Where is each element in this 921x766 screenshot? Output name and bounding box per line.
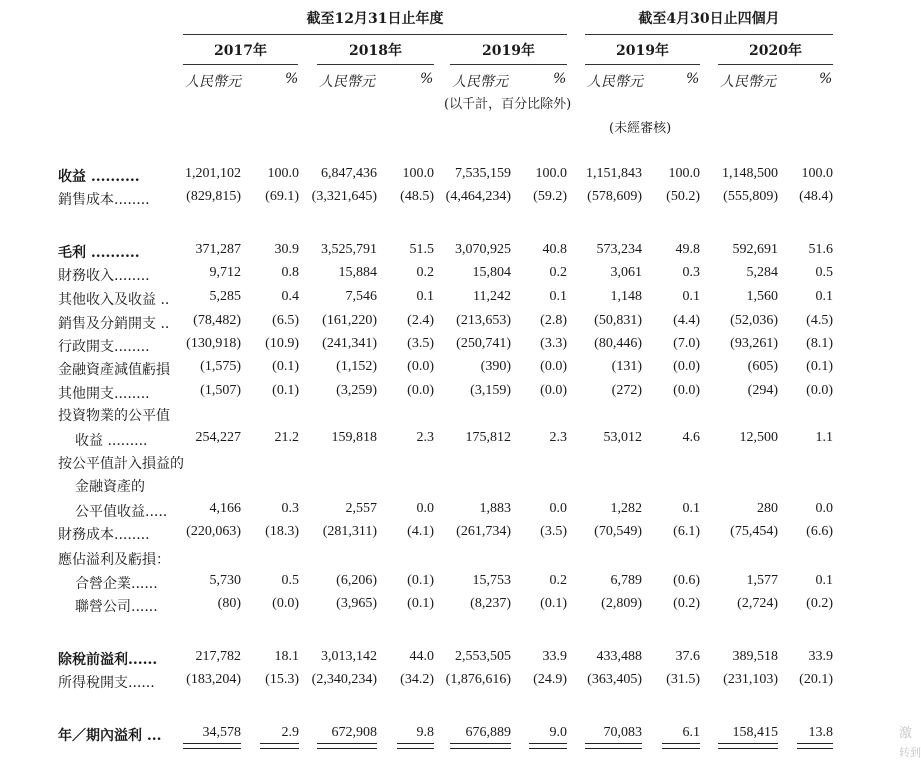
- total-double-underline: [397, 743, 434, 749]
- pct-cell: (0.0): [673, 359, 700, 374]
- year-rule: [183, 64, 298, 65]
- pct-cell: 0.8: [281, 265, 299, 280]
- value-cell: (161,220): [322, 313, 377, 328]
- value-cell: 1,151,843: [586, 166, 642, 181]
- pct-cell: 100.0: [668, 166, 700, 181]
- pct-cell: 9.8: [416, 725, 434, 740]
- value-cell: 11,242: [473, 289, 511, 304]
- pct-cell: 100.0: [535, 166, 567, 181]
- value-cell: (2,809): [601, 596, 642, 611]
- unit-rmb-label: 人民幣元: [452, 74, 508, 90]
- pct-cell: 6.1: [682, 725, 700, 740]
- pct-cell: (4.1): [407, 524, 434, 539]
- value-cell: (220,063): [186, 524, 241, 539]
- unit-rmb-label: 人民幣元: [185, 74, 241, 90]
- watermark-text: 转到: [899, 746, 921, 759]
- value-cell: 3,070,925: [455, 242, 511, 257]
- row-label: 合營企業......: [75, 576, 158, 592]
- value-cell: (80,446): [594, 336, 642, 351]
- value-cell: (213,653): [456, 313, 511, 328]
- pct-cell: 37.6: [675, 649, 700, 664]
- value-cell: 254,227: [195, 430, 241, 445]
- pct-cell: 0.1: [815, 289, 833, 304]
- value-cell: 1,148,500: [722, 166, 778, 181]
- value-cell: 1,560: [746, 289, 778, 304]
- value-cell: (131): [611, 359, 642, 374]
- value-cell: 34,578: [202, 725, 241, 740]
- value-cell: 5,284: [746, 265, 778, 280]
- pct-cell: (0.2): [673, 596, 700, 611]
- note-unaudited: (未經審核): [609, 121, 672, 136]
- value-cell: 5,730: [209, 573, 241, 588]
- value-cell: (272): [611, 383, 642, 398]
- value-cell: 280: [757, 501, 778, 516]
- value-cell: (52,036): [730, 313, 778, 328]
- value-cell: (78,482): [193, 313, 241, 328]
- year-rule: [585, 64, 700, 65]
- period-rule-annual: [183, 34, 567, 35]
- value-cell: 1,148: [610, 289, 642, 304]
- value-cell: 6,789: [610, 573, 642, 588]
- year-rule: [718, 64, 833, 65]
- pct-cell: 9.0: [549, 725, 567, 740]
- pct-cell: (0.1): [806, 359, 833, 374]
- value-cell: 1,577: [746, 573, 778, 588]
- value-cell: 175,812: [465, 430, 511, 445]
- value-cell: (2,340,234): [311, 672, 377, 687]
- value-cell: 6,847,436: [321, 166, 377, 181]
- value-cell: 217,782: [195, 649, 241, 664]
- value-cell: (3,321,645): [311, 189, 377, 204]
- pct-cell: (31.5): [666, 672, 700, 687]
- value-cell: (1,876,616): [445, 672, 511, 687]
- row-label: 年／期內溢利 ...: [58, 728, 162, 744]
- value-cell: 159,818: [331, 430, 377, 445]
- pct-cell: 30.9: [274, 242, 299, 257]
- row-label: 財務收入........: [58, 268, 150, 284]
- pct-cell: (50.2): [666, 189, 700, 204]
- pct-cell: 0.0: [549, 501, 567, 516]
- value-cell: (1,507): [200, 383, 241, 398]
- total-double-underline: [529, 743, 567, 749]
- unit-rmb-label: 人民幣元: [587, 74, 643, 90]
- pct-cell: 51.6: [808, 242, 833, 257]
- pct-cell: (0.0): [673, 383, 700, 398]
- pct-cell: 51.5: [409, 242, 434, 257]
- value-cell: 15,884: [338, 265, 377, 280]
- value-cell: 9,712: [209, 265, 241, 280]
- pct-cell: (48.4): [799, 189, 833, 204]
- watermark-text: 激: [899, 726, 913, 741]
- value-cell: (250,741): [456, 336, 511, 351]
- pct-cell: 40.8: [542, 242, 567, 257]
- pct-cell: (0.1): [407, 573, 434, 588]
- value-cell: 1,883: [479, 501, 511, 516]
- pct-cell: (4.5): [806, 313, 833, 328]
- year-rule: [317, 64, 434, 65]
- value-cell: 158,415: [732, 725, 778, 740]
- pct-cell: (6.6): [806, 524, 833, 539]
- unit-pct-label: %: [285, 71, 299, 87]
- pct-cell: 2.3: [549, 430, 567, 445]
- pct-cell: (24.9): [533, 672, 567, 687]
- value-cell: (294): [747, 383, 778, 398]
- pct-cell: 0.5: [815, 265, 833, 280]
- value-cell: 1,282: [610, 501, 642, 516]
- pct-cell: 0.1: [416, 289, 434, 304]
- value-cell: 1,201,102: [185, 166, 241, 181]
- value-cell: 53,012: [603, 430, 642, 445]
- pct-cell: 0.1: [682, 289, 700, 304]
- period-header-interim: 截至4月30日止四個月: [638, 11, 780, 27]
- pct-cell: 100.0: [402, 166, 434, 181]
- pct-cell: 100.0: [267, 166, 299, 181]
- value-cell: (3,159): [470, 383, 511, 398]
- pct-cell: 13.8: [808, 725, 833, 740]
- pct-cell: 0.1: [815, 573, 833, 588]
- unit-pct-label: %: [420, 71, 434, 87]
- pct-cell: 0.2: [549, 265, 567, 280]
- pct-cell: (48.5): [400, 189, 434, 204]
- pct-cell: (0.1): [540, 596, 567, 611]
- year-rule: [450, 64, 567, 65]
- year-header: 2017年: [214, 43, 267, 59]
- pct-cell: (59.2): [533, 189, 567, 204]
- value-cell: 433,488: [596, 649, 642, 664]
- pct-cell: 0.0: [815, 501, 833, 516]
- value-cell: 5,285: [209, 289, 241, 304]
- pct-cell: (0.0): [540, 383, 567, 398]
- pct-cell: (10.9): [265, 336, 299, 351]
- pct-cell: (15.3): [265, 672, 299, 687]
- pct-cell: (0.6): [673, 573, 700, 588]
- value-cell: (130,918): [186, 336, 241, 351]
- pct-cell: (0.0): [806, 383, 833, 398]
- pct-cell: 0.2: [549, 573, 567, 588]
- pct-cell: 0.1: [682, 501, 700, 516]
- value-cell: (390): [480, 359, 511, 374]
- value-cell: (1,575): [200, 359, 241, 374]
- value-cell: 676,889: [465, 725, 511, 740]
- row-label: 其他收入及收益 ..: [58, 292, 170, 308]
- value-cell: 4,166: [209, 501, 241, 516]
- pct-cell: (0.1): [407, 596, 434, 611]
- value-cell: (4,464,234): [445, 189, 511, 204]
- value-cell: (281,311): [322, 524, 377, 539]
- pct-cell: (69.1): [265, 189, 299, 204]
- value-cell: (183,204): [186, 672, 241, 687]
- row-label: 行政開支........: [58, 339, 150, 355]
- pct-cell: 21.2: [274, 430, 299, 445]
- value-cell: 389,518: [732, 649, 778, 664]
- pct-cell: 18.1: [274, 649, 299, 664]
- row-label: 銷售成本........: [58, 192, 150, 208]
- pct-cell: (0.1): [272, 383, 299, 398]
- pct-cell: 2.9: [281, 725, 299, 740]
- value-cell: (8,237): [470, 596, 511, 611]
- unit-pct-label: %: [819, 71, 833, 87]
- unit-pct-label: %: [686, 71, 700, 87]
- period-header-annual: 截至12月31日止年度: [306, 11, 444, 27]
- pct-cell: 33.9: [542, 649, 567, 664]
- total-double-underline: [260, 743, 299, 749]
- pct-cell: (18.3): [265, 524, 299, 539]
- total-double-underline: [797, 743, 833, 749]
- value-cell: 592,691: [732, 242, 778, 257]
- value-cell: (363,405): [587, 672, 642, 687]
- value-cell: (605): [747, 359, 778, 374]
- row-label: 收益 .........: [75, 433, 148, 449]
- pct-cell: (0.2): [806, 596, 833, 611]
- pct-cell: (0.0): [407, 383, 434, 398]
- row-label: 所得稅開支......: [58, 675, 155, 691]
- value-cell: (3,965): [336, 596, 377, 611]
- period-rule-interim: [585, 34, 833, 35]
- pct-cell: (7.0): [673, 336, 700, 351]
- value-cell: 2,553,505: [455, 649, 511, 664]
- row-label: 毛利 ..........: [58, 245, 140, 261]
- value-cell: (578,609): [587, 189, 642, 204]
- value-cell: (241,341): [322, 336, 377, 351]
- pct-cell: (0.0): [272, 596, 299, 611]
- pct-cell: (2.8): [540, 313, 567, 328]
- value-cell: 2,557: [345, 501, 377, 516]
- row-label: 公平值收益.....: [75, 504, 168, 520]
- value-cell: (6,206): [336, 573, 377, 588]
- pct-cell: 44.0: [409, 649, 434, 664]
- pct-cell: (6.1): [673, 524, 700, 539]
- pct-cell: (20.1): [799, 672, 833, 687]
- value-cell: (3,259): [336, 383, 377, 398]
- value-cell: 672,908: [331, 725, 377, 740]
- value-cell: 70,083: [603, 725, 642, 740]
- total-double-underline: [662, 743, 700, 749]
- pct-cell: (2.4): [407, 313, 434, 328]
- value-cell: (231,103): [723, 672, 778, 687]
- row-label: 財務成本........: [58, 527, 150, 543]
- value-cell: (1,152): [336, 359, 377, 374]
- year-header: 2018年: [349, 43, 402, 59]
- value-cell: 3,061: [610, 265, 642, 280]
- row-label: 投資物業的公平值: [58, 408, 170, 424]
- value-cell: (50,831): [594, 313, 642, 328]
- pct-cell: (0.1): [272, 359, 299, 374]
- row-label: 按公平值計入損益的: [58, 456, 184, 472]
- value-cell: 15,804: [472, 265, 511, 280]
- value-cell: 371,287: [195, 242, 241, 257]
- pct-cell: (3.5): [540, 524, 567, 539]
- value-cell: 12,500: [739, 430, 778, 445]
- value-cell: 7,535,159: [455, 166, 511, 181]
- pct-cell: (8.1): [806, 336, 833, 351]
- value-cell: (93,261): [730, 336, 778, 351]
- value-cell: (75,454): [730, 524, 778, 539]
- value-cell: 573,234: [596, 242, 642, 257]
- row-label: 其他開支........: [58, 386, 150, 402]
- value-cell: 3,525,791: [321, 242, 377, 257]
- pct-cell: 0.3: [281, 501, 299, 516]
- value-cell: (70,549): [594, 524, 642, 539]
- pct-cell: 100.0: [801, 166, 833, 181]
- unit-rmb-label: 人民幣元: [319, 74, 375, 90]
- row-label: 金融資產減值虧損: [58, 362, 170, 378]
- pct-cell: (3.3): [540, 336, 567, 351]
- pct-cell: 0.0: [416, 501, 434, 516]
- row-label: 聯營公司......: [75, 599, 158, 615]
- pct-cell: 2.3: [416, 430, 434, 445]
- value-cell: 15,753: [472, 573, 511, 588]
- value-cell: (80): [217, 596, 241, 611]
- value-cell: 3,013,142: [321, 649, 377, 664]
- total-double-underline: [183, 743, 241, 749]
- pct-cell: 0.3: [682, 265, 700, 280]
- value-cell: (829,815): [186, 189, 241, 204]
- pct-cell: (4.4): [673, 313, 700, 328]
- pct-cell: (3.5): [407, 336, 434, 351]
- pct-cell: 4.6: [682, 430, 700, 445]
- pct-cell: 33.9: [808, 649, 833, 664]
- value-cell: (2,724): [737, 596, 778, 611]
- year-header: 2020年: [749, 43, 802, 59]
- total-double-underline: [585, 743, 642, 749]
- pct-cell: (6.5): [272, 313, 299, 328]
- pct-cell: 0.1: [549, 289, 567, 304]
- value-cell: 7,546: [345, 289, 377, 304]
- pct-cell: 0.5: [281, 573, 299, 588]
- row-label: 除稅前溢利......: [58, 652, 158, 668]
- unit-pct-label: %: [553, 71, 567, 87]
- pct-cell: (0.0): [540, 359, 567, 374]
- unit-rmb-label: 人民幣元: [720, 74, 776, 90]
- row-label: 金融資產的: [75, 479, 145, 495]
- row-label: 收益 ..........: [58, 169, 140, 185]
- note-thousands: (以千計，百分比除外): [444, 97, 572, 112]
- total-double-underline: [317, 743, 377, 749]
- value-cell: (261,734): [456, 524, 511, 539]
- pct-cell: 0.2: [416, 265, 434, 280]
- row-label: 銷售及分銷開支 ..: [58, 316, 170, 332]
- row-label: 應佔溢利及虧損：: [58, 552, 170, 568]
- total-double-underline: [450, 743, 511, 749]
- pct-cell: (0.0): [407, 359, 434, 374]
- year-header: 2019年: [616, 43, 669, 59]
- year-header: 2019年: [482, 43, 535, 59]
- pct-cell: 49.8: [675, 242, 700, 257]
- value-cell: (555,809): [723, 189, 778, 204]
- pct-cell: 0.4: [281, 289, 299, 304]
- pct-cell: 1.1: [815, 430, 833, 445]
- pct-cell: (34.2): [400, 672, 434, 687]
- total-double-underline: [718, 743, 778, 749]
